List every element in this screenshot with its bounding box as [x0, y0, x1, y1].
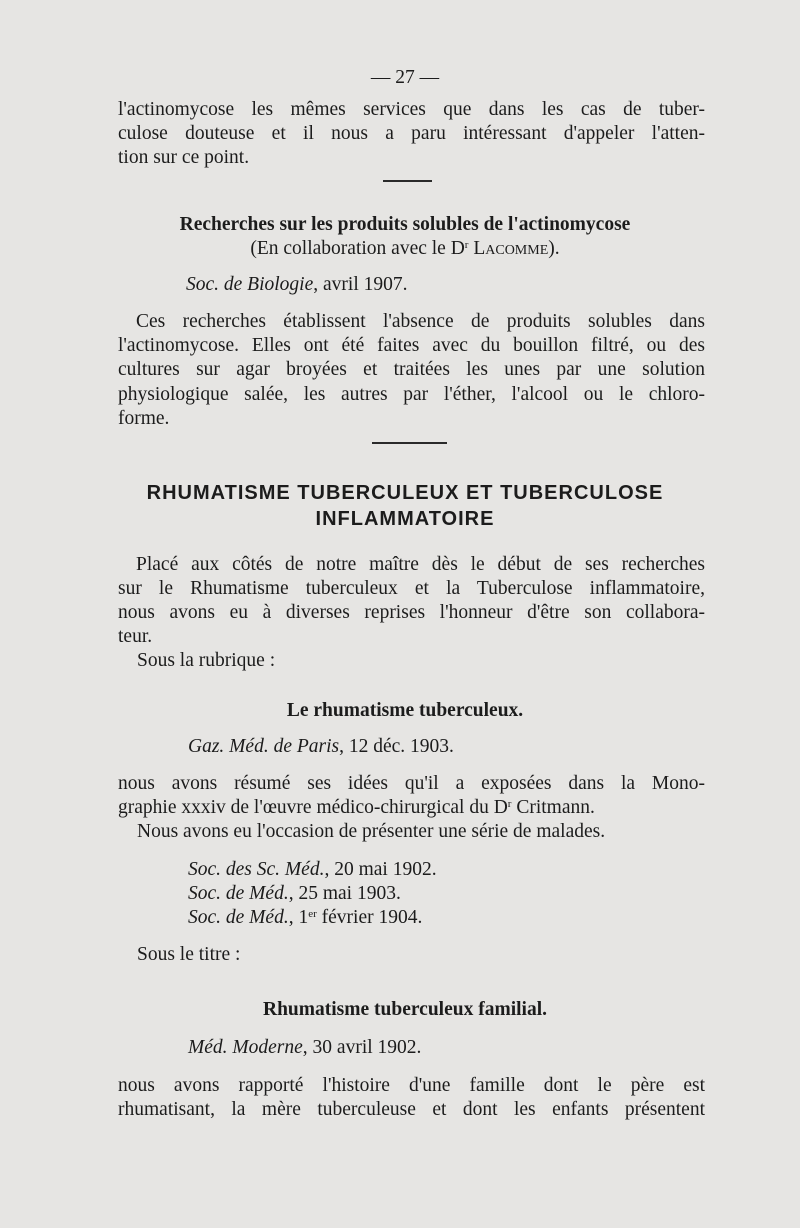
chapter-title: RHUMATISME TUBERCULEUX ET TUBERCULOSE [146, 482, 664, 504]
ref-sup: er [308, 908, 317, 920]
ref-source: Gaz. Méd. de Paris [188, 736, 340, 757]
text-line: Sous la rubrique : [137, 650, 276, 671]
collab-name: Lacomme [473, 238, 549, 259]
text-line: nous avons résumé ses idées qu'il a exposées dans la Mono- [118, 773, 705, 794]
text-line: culose douteuse et il nous a paru intéressant d'appeler l'atten- [118, 123, 705, 144]
reference [188, 735, 454, 759]
text-line [118, 796, 705, 820]
ref-source: Soc. de Méd. [188, 883, 289, 904]
page-number: — 27 — [370, 67, 440, 88]
text-line: l'actinomycose les mêmes services que dans les cas de tuber- [118, 99, 705, 120]
text-line: Placé aux côtés de notre maître dès le début de ses recherches [136, 554, 705, 575]
text-line: cultures sur agar broyées et traitées les unes par une solution [118, 359, 705, 380]
collab-prefix: (En collaboration avec le D [250, 238, 465, 259]
ref-date: , 1 [288, 907, 309, 928]
collab-suffix: ). [548, 238, 560, 259]
ref-date: , 30 avril 1902. [302, 1037, 422, 1058]
text-line: forme. [118, 408, 170, 429]
ref-source: Soc. des Sc. Méd. [188, 859, 325, 880]
reference [188, 1036, 421, 1060]
ref-date: , 12 déc. 1903. [339, 736, 454, 757]
text-line: nous avons rapporté l'histoire d'une famille dont le père est [118, 1075, 705, 1096]
text-fragment: Critmann. [511, 797, 595, 818]
text-line: sur le Rhumatisme tuberculeux et la Tuberculose inflammatoire, [118, 578, 705, 599]
text-line: Ces recherches établissent l'absence de produits solubles dans [136, 311, 705, 332]
text-fragment: graphie xxxiv de l'œuvre médico-chirurgical du D [118, 797, 508, 818]
separator-rule [372, 442, 447, 444]
text-line: Nous avons eu l'occasion de présenter une série de malades. [137, 821, 606, 842]
text-line: l'actinomycose. Elles ont été faites avec du bouillon filtré, ou des [118, 335, 705, 356]
ref-date: , 25 mai 1903. [288, 883, 401, 904]
section-title: Rhumatisme tuberculeux familial. [262, 999, 547, 1020]
separator-rule [383, 180, 432, 182]
text-line: tion sur ce point. [118, 147, 250, 168]
reference [188, 858, 437, 882]
chapter-title: INFLAMMATOIRE [315, 508, 495, 530]
reference [188, 882, 401, 906]
ref-source: Soc. de Méd. [188, 907, 289, 928]
ref-date: , 20 mai 1902. [324, 859, 437, 880]
ref-date: , avril 1907. [313, 274, 408, 295]
text-line: nous avons eu à diverses reprises l'honneur d'être son collabora- [118, 602, 705, 623]
ref-source: Soc. de Biologie [186, 274, 314, 295]
collab-sup: r [464, 239, 469, 251]
reference [186, 273, 408, 297]
ref-date: février 1904. [316, 907, 423, 928]
ref-source: Méd. Moderne [188, 1037, 303, 1058]
section-title: Recherches sur les produits solubles de l'actinomycose [179, 214, 631, 235]
reference [188, 906, 422, 930]
collaboration-note [0, 237, 800, 261]
text-sup: r [507, 798, 512, 810]
section-title: Le rhumatisme tuberculeux. [286, 700, 524, 721]
text-line: Sous le titre : [137, 944, 241, 965]
text-line: teur. [118, 626, 153, 647]
text-line: physiologique salée, les autres par l'éther, l'alcool ou le chloro- [118, 384, 705, 405]
text-line: rhumatisant, la mère tuberculeuse et dont les enfants présentent [118, 1099, 705, 1120]
